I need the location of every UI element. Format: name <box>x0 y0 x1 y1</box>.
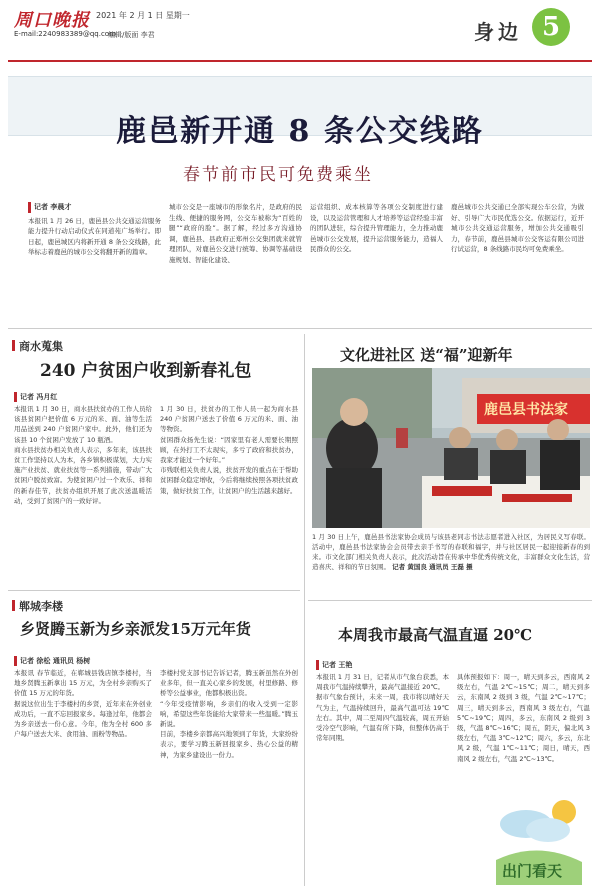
paragraph: 城市公交是一座城市的形象名片，是政府的民生线、便捷的服务网，公交车被称为“百姓的腿”“政府的脸”。据了解，经过多方沟通协调，鹿邑县、县政府正郑州公交集团就来就管理团队，对鹿邑公交进行统筹、协调等基础设施规划、智能化建设、 <box>169 203 302 264</box>
article-columns <box>14 668 298 886</box>
article-byline: 记者 王艳 <box>316 660 352 670</box>
paragraph: 据市气象台预计，未来一周，我市将以晴好天气为主，气温持续回升，最高气温可达 19℃左右。其中，周二至周四气温较高，周五开始受冷空气影响，气温有所下降，但整体仍高于常年同期。 <box>316 693 449 743</box>
article-title: 乡贤腾玉新为乡亲派发15万元年货 <box>20 620 251 638</box>
article-divider <box>308 600 592 601</box>
paragraph: 本报讯 1 月 30 日，商水县扶贫办的工作人员给该县贫困户把价值 6 万元的米、面、油等生活用品送到 240 户贫困户家中。此外，他们还为该县 10 个贫困户发放了 10 瓶酒。 <box>14 405 152 444</box>
article-title: 240 户贫困户收到新春礼包 <box>40 361 252 381</box>
page-number-badge: 5 <box>532 8 570 46</box>
paragraph: 李楼村党支部书记告诉记者，腾玉新虽然在外创业多年，但一直关心家乡的发展，村里修路、修桥等公益事业，他都积极出资。 <box>160 669 298 698</box>
paragraph: 目前，李楼乡亲都高兴地领到了年货，大家纷纷表示，要学习腾玉新回报家乡、热心公益的精神，为家乡建设出一份力。 <box>160 730 298 759</box>
top-subhead: 春节前市民可免费乘坐 <box>183 165 373 185</box>
weather-illustration <box>486 790 590 885</box>
column-divider <box>304 334 305 886</box>
article-byline: 记者 徐松 通讯员 杨树 <box>14 656 90 666</box>
paragraph: 1 月 30 日，扶贫办的工作人员一起为商水县 240 户贫困户送去了价值 6 万元的米、面、油等物资。 <box>160 405 298 434</box>
paragraph: 商水县扶贫办相关负责人表示，多年来，该县扶贫工作坚持以人为本，各乡镇积极谋划，大力实施产业扶贫、就业扶贫等一系列措施，带动广大贫困户脱贫致富。为使贫困户过一个欢乐、祥和的新春佳节，扶贫办组织开展了此次送温暖活动，受到了贫困户的一致好评。 <box>14 445 152 505</box>
weekday-text: 星期一 <box>165 11 190 20</box>
article-column <box>316 672 449 886</box>
article-column <box>160 404 298 580</box>
article-byline: 记者 冯月红 <box>14 392 57 402</box>
story-column <box>28 202 161 265</box>
story-column <box>169 202 302 265</box>
paragraph: 运营组织、成本核算等各项公交制度进行建设，以及运营管理和人才培养等运营经验丰富的团队进驻，综合提升管理能力，全力推动鹿邑城市公交发展，提升运营服务能力，造福人民群众的公交。 <box>310 203 443 253</box>
event-photo <box>312 368 590 528</box>
paragraph: 本报讯 1 月 26 日，鹿邑县公共交通运营服务能力提升行动启动仪式在同道苑广场举行。即日起，鹿邑城区内将新开通 8 条公交线路，此举标志着鹿邑的城市公交将翻开新的篇章。 <box>28 216 161 256</box>
masthead-rule <box>8 60 592 62</box>
top-byline: 记者 李晨才 <box>28 202 161 213</box>
article-column <box>14 404 152 580</box>
issue-date <box>96 10 190 21</box>
story-column <box>451 202 584 265</box>
masthead <box>8 4 592 62</box>
article-title: 文化进社区 送“福”迎新年 <box>340 346 513 364</box>
email: E-mail:2240983389@qq.com <box>14 30 116 38</box>
caption-text: 1 月 30 日上午，鹿邑县书法家协会成员与该县老同志书法志愿者进入社区，为居民义写春联。活动中，鹿邑县书法家协会会员带去亲手书写的春联和福字，并与社区居民一起迎接新春的到来。市文化部门相关负责人表示，此次活动旨在传承中华优秀传统文化，丰富群众文化生活，营造喜庆、祥和的节日氛围。 <box>312 533 590 571</box>
paragraph: 本报讯 1 月 31 日，记者从市气象台获悉，本周我市气温持续攀升，最高气温接近 20℃。 <box>316 673 449 692</box>
article-divider <box>8 590 300 591</box>
top-story <box>8 66 592 324</box>
photo-caption <box>312 532 590 572</box>
paragraph: 据说这位出生于李楼村的乡贤，近年来在外创业成功后，一直不忘回报家乡。每逢过年，他都会为乡亲送去一份心意。今年，他为全村 600 多户每户送去大米、食用油、面粉等物品。 <box>14 699 152 739</box>
banner-text: 鹿邑县书法家 <box>484 402 568 418</box>
section-title: 身边 <box>474 20 522 44</box>
article-column <box>160 668 298 886</box>
editor-credit: 编辑/版面 李君 <box>108 31 155 39</box>
calligraphy-scene-image <box>312 368 590 528</box>
date-text: 2021 年 2 月 1 日 <box>96 11 164 20</box>
article-kicker: 商水蒐集 <box>12 338 63 354</box>
photo-credit: 记者 黄国良 通讯员 王磊 摄 <box>392 563 473 571</box>
article-column <box>14 668 152 886</box>
section-divider <box>8 328 592 329</box>
weather-art-text: 出门看天 <box>502 862 563 880</box>
top-story-columns <box>28 202 584 265</box>
newspaper-logo: 周口晚报 <box>14 10 90 31</box>
article-title: 本周我市最高气温直逼 20℃ <box>338 626 533 644</box>
paragraph: 鹿邑城市公共交通已全部实现公车公营，为做好、引导广大市民优选公交。依据运行，近开城市公共交通运营服务，增加公共交通吸引力，春节前，鹿邑县城市公交客运有限公司进行试运营，8 条线路市民均可免费乘坐。 <box>451 203 584 253</box>
article-kicker: 郸城李楼 <box>12 598 63 614</box>
top-headline: 鹿邑新开通 8 条公交线路 <box>116 114 484 149</box>
weather-cloud-icon <box>486 790 590 885</box>
paragraph: 本报讯 春节临近，在郸城县钱店镇李楼村，当地乡贤腾玉新拿出 15 万元，为全村乡亲购买了价值 15 万元的年货。 <box>14 669 152 698</box>
paragraph: 贫困群众扬先生说：“因家里有老人需要长期照顾，在外打工不太现实，多亏了政府和扶贫办，我家才能过一个好年。” <box>160 435 298 465</box>
story-column <box>310 202 443 265</box>
paragraph: 具体预报如下：周一，晴天到多云，西南风 2 级左右，气温 2℃~15℃；周二，晴天到多云，东南风 2 级到 3 级，气温 2℃~17℃；周三，晴天到多云，西南风 3 级左右，气温 5℃~19℃；周四，多云，东南风 2 级到 3 级，气温 8℃~16℃；周五，阴天，偏北风 3 级左右，气温 3℃~12℃；周六，多云，东北风 2 级，气温 1℃~11℃；周日，晴天，西南风 2 级左右，气温 2℃~13℃。 <box>457 673 590 763</box>
paragraph: 市残联相关负责人说，扶贫开发的重点在于帮助贫困群众稳定增收，今后将继续按照各项扶贫政策，做好扶贫工作，让贫困户的生活越来越好。 <box>160 466 298 495</box>
paragraph: “今年受疫情影响，乡亲们的收入受到一定影响，希望这些年货能给大家带来一些温暖。”腾玉新说。 <box>160 699 298 729</box>
article-columns <box>14 404 298 580</box>
